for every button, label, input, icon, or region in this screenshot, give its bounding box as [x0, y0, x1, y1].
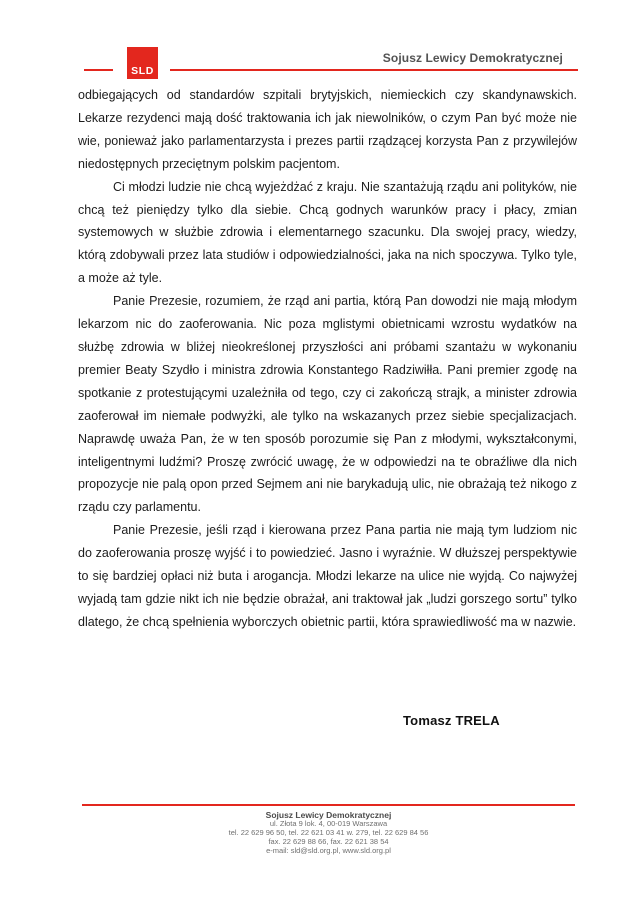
footer-org-name: Sojusz Lewicy Demokratycznej	[265, 810, 392, 820]
header-rule-right	[170, 69, 578, 71]
footer-email-web: e-mail: sld@sld.org.pl, www.sld.org.pl	[266, 845, 391, 855]
sld-logo	[127, 47, 158, 79]
footer-fax: fax. 22 629 88 66, fax. 22 621 38 54	[268, 836, 389, 846]
sld-logo-text: SLD	[131, 65, 154, 77]
signature-name: Tomasz TRELA	[403, 713, 500, 728]
footer-phones: tel. 22 629 96 50, tel. 22 621 03 41 w. 279, tel. 22 629 84 56	[228, 828, 429, 837]
footer	[82, 811, 575, 855]
paragraph: Panie Prezesie, rozumiem, że rząd ani partia, którą Pan dowodzi nie mają młodym lekarzom nic do zaoferowania. Nic poza mglistymi obietnicami wzrostu wydatków na służbę zdrowia w bliżej nieokreślonej przyszłości ani próbami szantażu w wykonaniu premier Beaty Szydło i ministra zdrowia Konstantego Radziwiłła. Pani premier zgodę na spotkanie z protestującymi uzależniła od tego, czy ci zakończą strajk, a minister zdrowia zaoferował im niemałe podwyżki, ale tylko na wskazanych przez siebie specjalizacjach. Naprawdę uważa Pan, że w ten sposób porozumie się Pan z młodymi, wykształconymi, inteligentnymi ludźmi? Proszę zwrócić uwagę, że w odpowiedzi na te obraźliwe dla nich propozycje nie palą opon przed Sejmem ani nie barykadują ulic, nie obrażają też nikogo z rządu czy parlamentu.	[78, 294, 577, 515]
letter-body	[78, 84, 577, 634]
footer-address: ul. Złota 9 lok. 4, 00-019 Warszawa	[269, 819, 388, 829]
paragraph: Ci młodzi ludzie nie chcą wyjeżdżać z kraju. Nie szantażują rządu ani polityków, nie chcą też pieniędzy tylko dla siebie. Chcą godnych warunków pracy i płacy, zmian systemowych w służbie zdrowia i elementarnego szacunku. Dla swojej pracy, wiedzy, którą zdobywali przez lata studiów i odpowiedzialności, jaka na nich spoczywa. Tylko tyle, a może aż tyle.	[78, 179, 577, 286]
header-rule-left	[84, 69, 113, 71]
paragraph: odbiegających od standardów szpitali brytyjskich, niemieckich czy skandynawskich. Lekarze rezydenci mają dość traktowania ich jak niewolników, o czym Pan być może nie wie, ponieważ jako parlamentarzysta i prezes partii rządzącej korzysta Pan z przywilejów niedostępnych przeciętnym polskim pacjentom.	[78, 88, 577, 171]
header-org-name: Sojusz Lewicy Demokratycznej	[382, 51, 563, 65]
footer-rule	[82, 804, 575, 806]
paragraph: Panie Prezesie, jeśli rząd i kierowana przez Pana partia nie mają tym ludziom nic do zaoferowania proszę wyjść i to powiedzieć. Jasno i wyraźnie. W dłuższej perspektywie to się bardziej opłaci niż buta i arogancja. Młodzi lekarze na ulice nie wyjdą. Co najwyżej wyjadą tam gdzie nikt ich nie będzie obrażał, ani traktował jak „ludzi gorszego sortu” tylko dlatego, że chcą spełnienia wyborczych obietnic partii, która sprawiedliwość ma w nazwie.	[78, 523, 577, 629]
